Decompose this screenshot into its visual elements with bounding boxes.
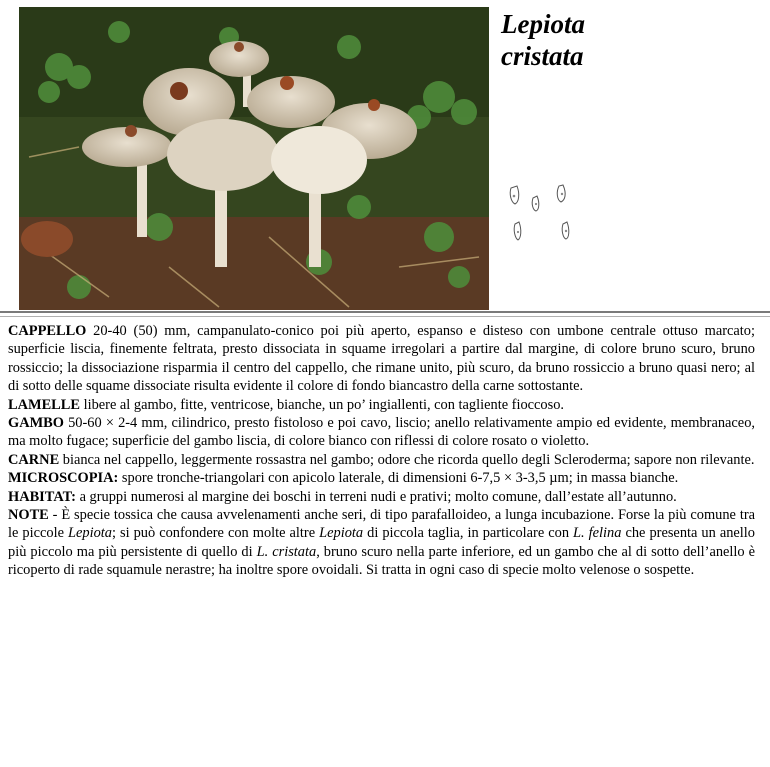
section-body: libere al gambo, fitte, ventricose, bianche, un po’ ingiallenti, con tagliente fioccoso. [79, 396, 565, 413]
section-cappello [8, 322, 755, 396]
section-body: spore tronche-triangolari con apicolo laterale, di dimensioni 6-7,5 × 3-3,5 µm; in massa bianche. [118, 470, 679, 487]
section-body: 20-40 (50) mm, campanulato-conico poi più aperto, espanso e disteso con umbone centrale ottuso marcato; superficie liscia, finemente feltrata, presto dissociata in squame irregolari a partire dal margine, di colore bruno scuro, bruno rossiccio; la dissociazione risparmia il centro del cappello, che rimane unito, più scuro, da bruno rossiccio a bruno quasi nero; al di sotto delle squame dissociate risulta evidente il colore di fondo biancastro della carne sottostante. [8, 323, 755, 395]
section-body: 50-60 × 2-4 mm, cilindrico, presto fistoloso e poi cavo, liscio; anello relativamente ampio ed evidente, membranaceo, ma molto fugace; superficie del gambo liscia, di colore bianco con riflessi di colore rosato o violetto. [8, 415, 755, 450]
section-label: CARNE [8, 451, 60, 468]
note-italic-1: Lepiota [67, 525, 112, 542]
section-gambo [8, 414, 755, 451]
note-text-2: ; si può confondere con molte altre [111, 525, 320, 542]
section-label: NOTE [8, 507, 49, 524]
section-body: a gruppi numerosi al margine dei boschi in terreni nudi e prativi; molto comune, dall’estate all’autunno. [75, 488, 677, 505]
mushroom-photo [19, 7, 489, 310]
note-italic-3: L. felina [573, 525, 622, 542]
note-italic-2: Lepiota [319, 525, 364, 542]
note-text-3: di piccola taglia, in particolare con [363, 525, 574, 542]
divider-line [0, 311, 770, 313]
spores-drawing [505, 180, 585, 250]
note-text-4: che presenta un anello più piccolo ma più persistente di quello di [8, 525, 755, 560]
section-label: CAPPELLO [8, 323, 87, 339]
section-label: MICROSCOPIA: [8, 470, 119, 487]
section-lamelle [8, 396, 755, 414]
note-text-5: , bruno scuro nella parte inferiore, ed un gambo che al di sotto dell’anello è ricoperto di rade squamule nerastre; ha inoltre spore ovoidali. Si tratta in ogni caso di specie molto velenose o sospette. [8, 543, 756, 579]
section-label: HABITAT: [8, 488, 76, 505]
section-label: LAMELLE [8, 396, 80, 413]
note-text-1: - È specie tossica che causa avvelenamenti anche seri, di tipo parafalloideo, a lunga incubazione. Forse la più comune tra le piccole [8, 507, 755, 542]
title-epithet: cristata [501, 41, 584, 71]
section-body: bianca nel cappello, leggermente rossastra nel gambo; odore che ricorda quello degli Scleroderma; sapore non rilevante. [59, 451, 755, 468]
section-habitat [8, 488, 755, 506]
title-genus: Lepiota [501, 9, 585, 39]
divider-line-thin [0, 316, 770, 317]
species-title [501, 8, 585, 72]
section-microscopia [8, 469, 755, 487]
description-text [8, 322, 755, 580]
section-note [8, 506, 755, 580]
section-carne [8, 451, 755, 469]
spore-sketch-icon [505, 180, 585, 250]
mushroom-illustration [19, 7, 489, 310]
note-italic-4: L. cristata [256, 543, 317, 560]
section-label: GAMBO [8, 415, 64, 432]
